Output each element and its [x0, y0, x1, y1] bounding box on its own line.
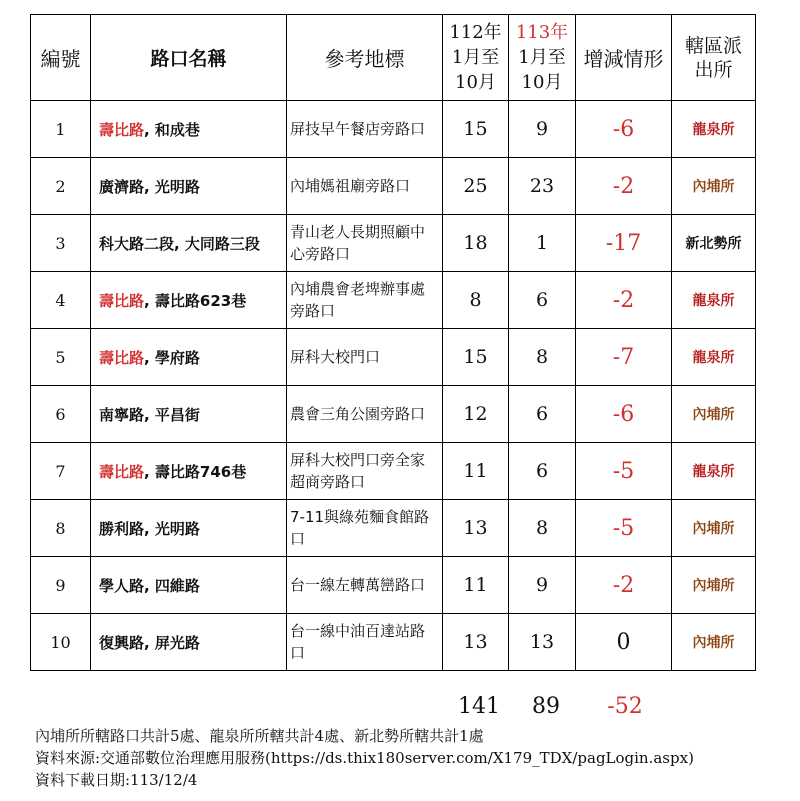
road-name — [91, 500, 287, 557]
total-change: -52 — [607, 694, 643, 719]
road-name — [91, 272, 287, 329]
table-row — [31, 443, 756, 500]
header-year-112-line1: 112年 — [449, 22, 502, 43]
police-station: 龍泉所 — [672, 443, 756, 500]
road-name — [91, 443, 287, 500]
landmark: 農會三角公園旁路口 — [287, 386, 443, 443]
row-number: 4 — [31, 272, 91, 329]
road-name-rest: , 和成巷 — [144, 120, 200, 139]
landmark: 內埔農會老埤辦事處旁路口 — [287, 272, 443, 329]
note-station-summary: 內埔所所轄路口共計5處、龍泉所所轄共計4處、新北勢所轄共計1處 — [35, 727, 484, 745]
intersection-table-container — [30, 14, 755, 671]
notes — [35, 725, 694, 791]
header-year-112 — [443, 15, 509, 101]
table-row — [31, 614, 756, 671]
road-name — [91, 557, 287, 614]
landmark: 內埔媽祖廟旁路口 — [287, 158, 443, 215]
table-row — [31, 557, 756, 614]
road-name-rest: , 壽比路746巷 — [144, 462, 247, 481]
count-113: 6 — [509, 386, 576, 443]
count-112: 25 — [443, 158, 509, 215]
landmark: 青山老人長期照顧中心旁路口 — [287, 215, 443, 272]
count-113: 6 — [509, 443, 576, 500]
count-112: 15 — [443, 101, 509, 158]
row-number: 6 — [31, 386, 91, 443]
count-113: 8 — [509, 329, 576, 386]
landmark: 屏科大校門口 — [287, 329, 443, 386]
police-station: 內埔所 — [672, 386, 756, 443]
road-name-highlight: 壽比路 — [99, 462, 145, 481]
table-body — [31, 101, 756, 671]
header-station-line1: 轄區派 — [684, 34, 742, 57]
intersection-table — [30, 14, 756, 671]
landmark: 屏技早午餐店旁路口 — [287, 101, 443, 158]
header-landmark: 參考地標 — [287, 15, 443, 101]
count-112: 13 — [443, 614, 509, 671]
header-year-112-line3: 10月 — [455, 72, 496, 93]
count-113: 1 — [509, 215, 576, 272]
count-112: 13 — [443, 500, 509, 557]
change-value: -17 — [576, 215, 672, 272]
row-number: 10 — [31, 614, 91, 671]
row-number: 1 — [31, 101, 91, 158]
road-name-highlight: 壽比路 — [99, 291, 145, 310]
row-number: 8 — [31, 500, 91, 557]
header-change: 增減情形 — [576, 15, 672, 101]
change-value: -2 — [576, 158, 672, 215]
note-download-date: 資料下載日期:113/12/4 — [35, 771, 198, 789]
landmark: 台一線左轉萬巒路口 — [287, 557, 443, 614]
road-name — [91, 386, 287, 443]
change-value: -5 — [576, 500, 672, 557]
change-value: -2 — [576, 272, 672, 329]
landmark: 7-11與綠苑麵食館路口 — [287, 500, 443, 557]
table-row — [31, 215, 756, 272]
count-113: 9 — [509, 557, 576, 614]
change-value: -6 — [576, 101, 672, 158]
table-row — [31, 500, 756, 557]
change-value: 0 — [576, 614, 672, 671]
count-112: 18 — [443, 215, 509, 272]
count-113: 13 — [509, 614, 576, 671]
note-data-source: 資料來源:交通部數位治理應用服務(https://ds.thix180server.com/X179_TDX/pagLogin.aspx) — [35, 749, 694, 767]
row-number: 7 — [31, 443, 91, 500]
header-year-113-line3: 10月 — [521, 72, 563, 93]
table-row — [31, 329, 756, 386]
total-113: 89 — [532, 694, 560, 719]
row-number: 9 — [31, 557, 91, 614]
count-113: 9 — [509, 101, 576, 158]
road-name-rest: , 壽比路623巷 — [144, 291, 247, 310]
road-name-rest: 科大路二段, 大同路三段 — [99, 234, 260, 253]
count-113: 6 — [509, 272, 576, 329]
change-value: -7 — [576, 329, 672, 386]
table-row — [31, 158, 756, 215]
row-number: 5 — [31, 329, 91, 386]
count-112: 11 — [443, 557, 509, 614]
road-name — [91, 614, 287, 671]
header-station-line2: 出所 — [694, 58, 733, 81]
header-year-113-line2: 1月至 — [518, 47, 566, 68]
row-number: 3 — [31, 215, 91, 272]
header-station — [672, 15, 756, 101]
police-station: 內埔所 — [672, 500, 756, 557]
police-station: 內埔所 — [672, 158, 756, 215]
header-number: 編號 — [31, 15, 91, 101]
count-113: 23 — [509, 158, 576, 215]
road-name-rest: 南寧路, 平昌街 — [99, 405, 200, 424]
road-name-rest: 廣濟路, 光明路 — [99, 177, 200, 196]
change-value: -2 — [576, 557, 672, 614]
road-name-rest: , 學府路 — [144, 348, 200, 367]
police-station: 龍泉所 — [672, 101, 756, 158]
road-name-rest: 勝利路, 光明路 — [99, 519, 200, 538]
police-station: 內埔所 — [672, 614, 756, 671]
road-name — [91, 101, 287, 158]
count-112: 12 — [443, 386, 509, 443]
change-value: -5 — [576, 443, 672, 500]
road-name-rest: 學人路, 四維路 — [99, 576, 200, 595]
count-112: 8 — [443, 272, 509, 329]
table-row — [31, 101, 756, 158]
count-112: 15 — [443, 329, 509, 386]
header-year-113 — [509, 15, 576, 101]
count-113: 8 — [509, 500, 576, 557]
header-year-112-line2: 1月至 — [451, 47, 500, 68]
total-112: 141 — [458, 694, 500, 719]
road-name — [91, 158, 287, 215]
table-row — [31, 386, 756, 443]
police-station: 內埔所 — [672, 557, 756, 614]
police-station: 龍泉所 — [672, 272, 756, 329]
road-name-highlight: 壽比路 — [99, 348, 145, 367]
landmark: 屏科大校門口旁全家超商旁路口 — [287, 443, 443, 500]
police-station: 龍泉所 — [672, 329, 756, 386]
header-road-name: 路口名稱 — [91, 15, 287, 101]
road-name — [91, 329, 287, 386]
landmark: 台一線中油百達站路口 — [287, 614, 443, 671]
count-112: 11 — [443, 443, 509, 500]
header-year-113-line1: 113年 — [515, 22, 569, 43]
table-row — [31, 272, 756, 329]
header-row — [31, 15, 756, 101]
road-name-highlight: 壽比路 — [99, 120, 145, 139]
police-station: 新北勢所 — [672, 215, 756, 272]
row-number: 2 — [31, 158, 91, 215]
change-value: -6 — [576, 386, 672, 443]
road-name-rest: 復興路, 屏光路 — [99, 633, 200, 652]
road-name — [91, 215, 287, 272]
